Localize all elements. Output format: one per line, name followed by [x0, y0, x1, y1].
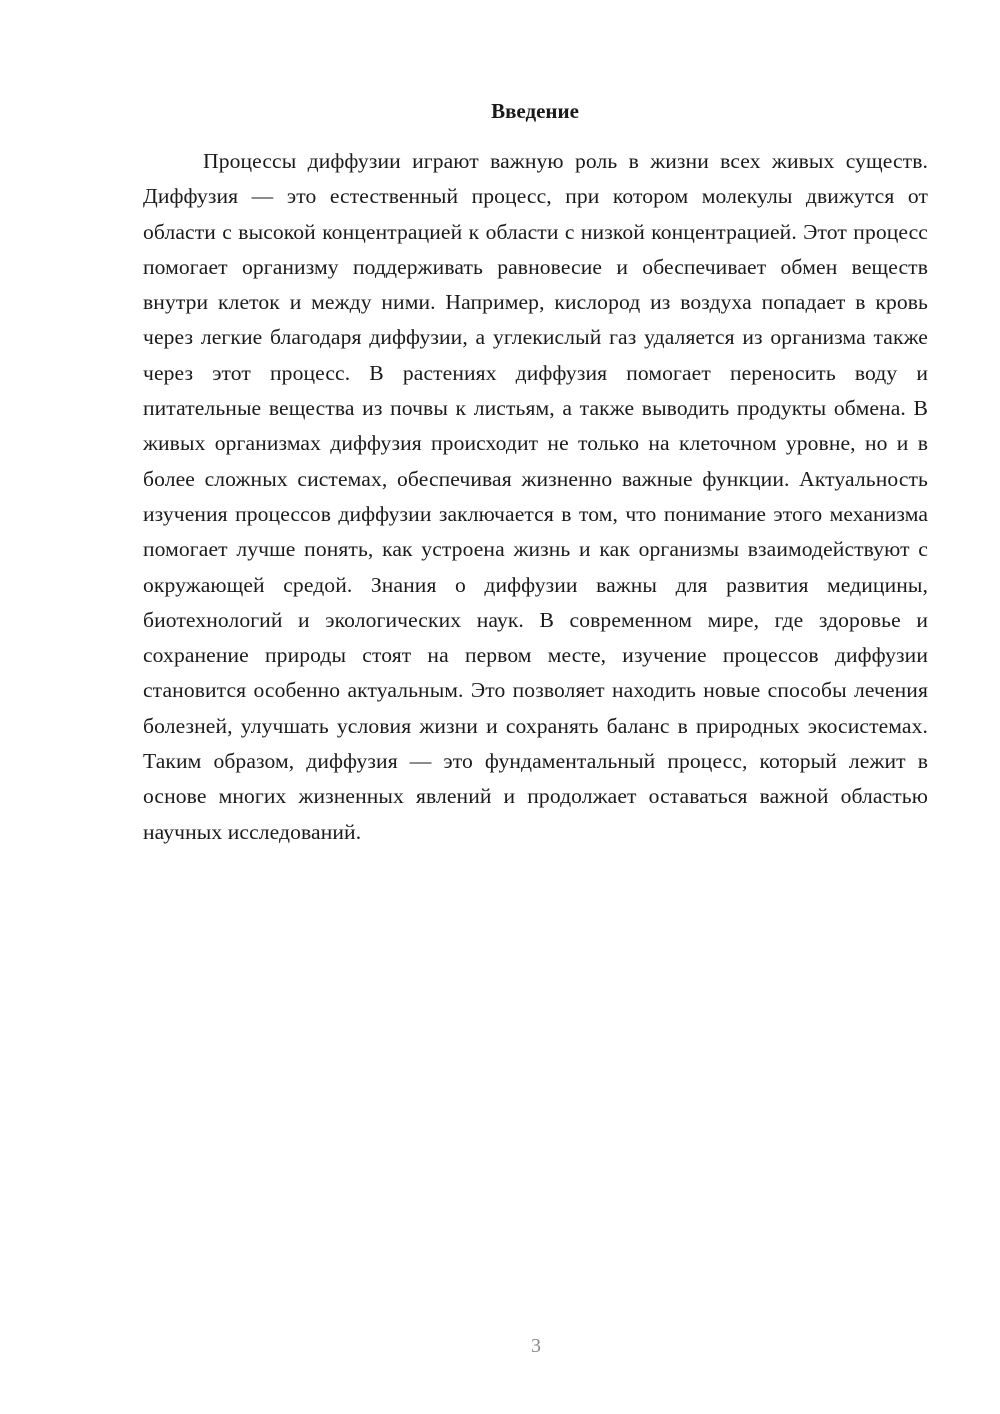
body-paragraph: Процессы диффузии играют важную роль в жизни всех живых существ. Диффузия — это естественный процесс, при котором молекулы движутся от области с высокой концентрацией к области с низкой концентрацией. Этот процесс помогает организму поддерживать равновесие и обеспечивает обмен веществ внутри клеток и между ними. Например, кислород из воздуха попадает в кровь через легкие благодаря диффузии, а углекислый газ удаляется из организма также через этот процесс. В растениях диффузия помогает переносить воду и питательные вещества из почвы к листьям, а также выводить продукты обмена. В живых организмах диффузия происходит не только на клеточном уровне, но и в более сложных системах, обеспечивая жизненно важные функции. Актуальность изучения процессов диффузии заключается в том, что понимание этого механизма помогает лучше понять, как устроена жизнь и как организмы взаимодействуют с окружающей средой. Знания о диффузии важны для развития медицины, биотехнологий и экологических наук. В современном мире, где здоровье и сохранение природы стоят на первом месте, изучение процессов диффузии становится особенно актуальным. Это позволяет находить новые способы лечения болезней, улучшать условия жизни и сохранять баланс в природных экосистемах. Таким образом, диффузия — это фундаментальный процесс, который лежит в основе многих жизненных явлений и продолжает оставаться важной областью научных исследований. [143, 149, 928, 844]
section-title: Введение [491, 99, 579, 123]
page-number: 3 [531, 1335, 541, 1357]
